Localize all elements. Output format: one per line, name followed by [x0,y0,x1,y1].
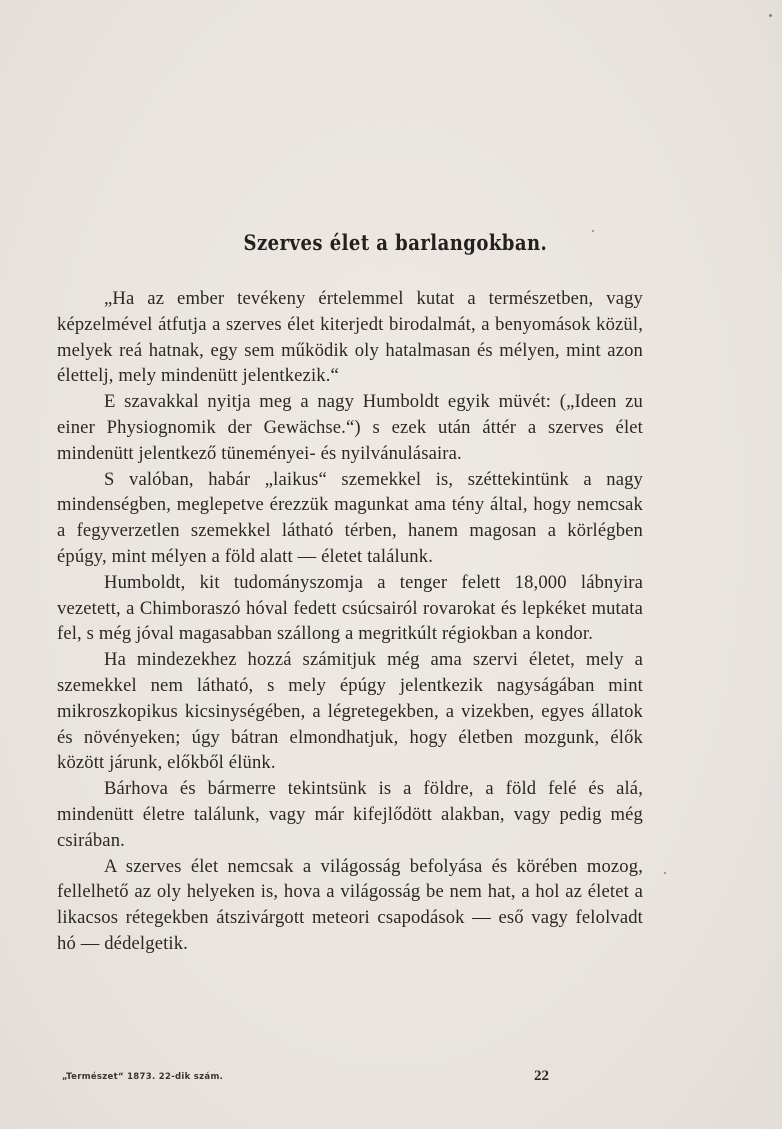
paragraph: E szavakkal nyitja meg a nagy Humboldt egyik müvét: („Ideen zu einer Physiognomik der Gewächse.“) s ezek után áttér a szerves élet mindenütt jelentkező tüneményei- és nyilvánulásaira. [57,391,643,464]
page-number: 22 [534,1068,549,1084]
paper-speck [664,872,666,874]
paragraph: A szerves élet nemcsak a világosság befolyása és körében mozog, fellelhető az oly helyeken is, hova a világosság be nem hat, a hol az életet a likacsos rétegekben átszivárgott meteori csapodások — eső vagy felolvadt hó — dédelgetik. [57,855,643,954]
paragraph: S valóban, habár „laikus“ szemekkel is, széttekintünk a nagy mindenségben, meglepetve érezzük magunkat ama tény által, hogy nemcsak a fegyverzetlen szemekkel látható térben, hanem magosan a körlégben épúgy, mint mélyen a föld alatt — életet találunk. [57,468,643,567]
footer-source: „Természet“ 1873. 22-dik szám. [62,1072,224,1082]
page-footer [62,1068,562,1088]
paragraph: Humboldt, kit tudományszomja a tenger felett 18,000 lábnyira vezetett, a Chimboraszó hóval fedett csúcsairól rovarokat és lepkéket mutata fel, s még jóval magasabban szállong a megritkúlt régiokban a kondor. [57,571,643,645]
paragraph: Ha mindezekhez hozzá számitjuk még ama szervi életet, mely a szemekkel nem látható, s mely épúgy jelentkezik nagyságában mint mikroszkopikus kicsinységében, a légretegekben, a vizekben, egyes állatok és növényeken; úgy bátran elmondhatjuk, hogy életben mozgunk, élők között járunk, előkből élünk. [57,649,643,774]
article-title: Szerves élet a barlangokban. [243,230,548,255]
paper-speck [769,14,772,17]
article-body [57,286,643,957]
paragraph: Bárhova és bármerre tekintsünk is a földre, a föld felé és alá, mindenütt életre találunk, vagy már kifejlődött alakban, vagy pedig még csirában. [57,778,643,851]
paragraph: „Ha az ember tevékeny értelemmel kutat a természetben, vagy képzelmével átfutja a szerves élet kiterjedt birodalmát, a benyomások közül, melyek reá hatnak, egy sem működik oly hatalmasan és mélyen, mint azon élettelj, mely mindenütt jelentkezik.“ [57,288,643,387]
